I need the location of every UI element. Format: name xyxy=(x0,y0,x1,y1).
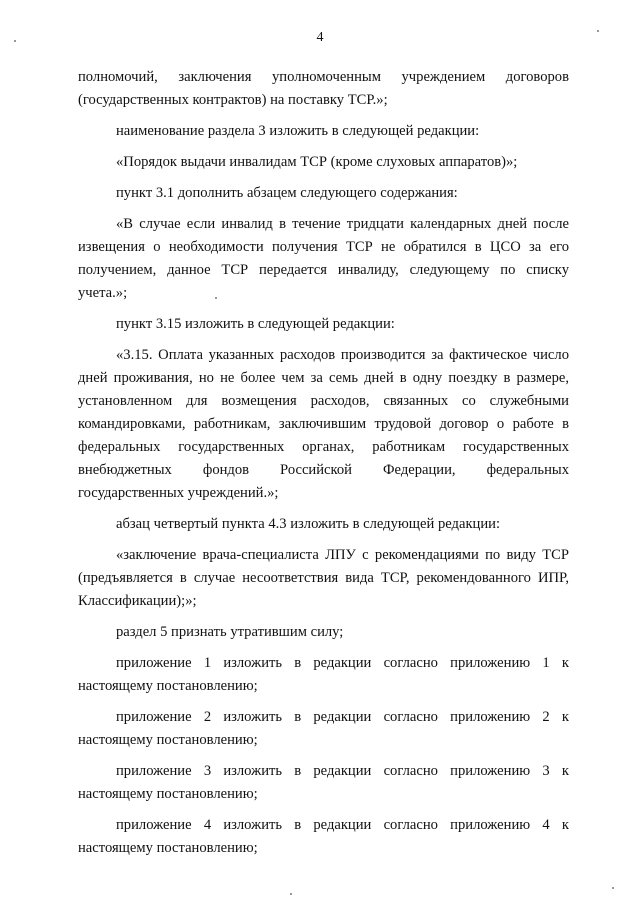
paragraph-1: полномочий, заключения уполномоченным учреждением договоров (государственных контрактов) на поставку ТСР.»; xyxy=(78,69,569,108)
paragraph-8: абзац четвертый пункта 4.3 изложить в следующей редакции: xyxy=(116,516,501,532)
paragraph-14: приложение 4 изложить в редакции согласно приложению 4 к настоящему постановлению; xyxy=(78,817,569,856)
document-body xyxy=(78,66,569,868)
paragraph-4: пункт 3.1 дополнить абзацем следующего содержания: xyxy=(116,185,458,201)
paragraph-3: «Порядок выдачи инвалидам ТСР (кроме слуховых аппаратов)»; xyxy=(116,154,518,170)
scan-speck xyxy=(612,887,614,889)
page-number: 4 xyxy=(316,30,324,45)
scan-speck xyxy=(14,40,16,42)
paragraph-7: «3.15. Оплата указанных расходов производится за фактическое число дней проживания, но не более чем за семь дней в одну поездку в размере, установленном для возмещения расходов, связанных со служебными командировками, работникам, заключившим трудовой договор о работе в федеральных государственных органах, работникам государственных внебюджетных фондов Российской Федерации, федеральных государственных учреждений.»; xyxy=(78,347,569,501)
paragraph-11: приложение 1 изложить в редакции согласно приложению 1 к настоящему постановлению; xyxy=(78,655,569,694)
scan-speck xyxy=(290,893,292,895)
paragraph-5: «В случае если инвалид в течение тридцати календарных дней после извещения о необходимости получения ТСР не обратился в ЦСО за его получением, данное ТСР передается инвалиду, следующему по списку учета.»; xyxy=(78,216,569,301)
paragraph-2: наименование раздела 3 изложить в следующей редакции: xyxy=(116,123,480,139)
paragraph-6: пункт 3.15 изложить в следующей редакции: xyxy=(116,316,395,332)
paragraph-10: раздел 5 признать утратившим силу; xyxy=(116,624,344,640)
scan-speck xyxy=(215,297,217,299)
scan-speck xyxy=(597,30,599,32)
paragraph-12: приложение 2 изложить в редакции согласно приложению 2 к настоящему постановлению; xyxy=(78,709,569,748)
paragraph-13: приложение 3 изложить в редакции согласно приложению 3 к настоящему постановлению; xyxy=(78,763,569,802)
paragraph-9: «заключение врача-специалиста ЛПУ с рекомендациями по виду ТСР (предъявляется в случае несоответствия вида ТСР, рекомендованного ИПР, Классификации);»; xyxy=(78,547,569,609)
